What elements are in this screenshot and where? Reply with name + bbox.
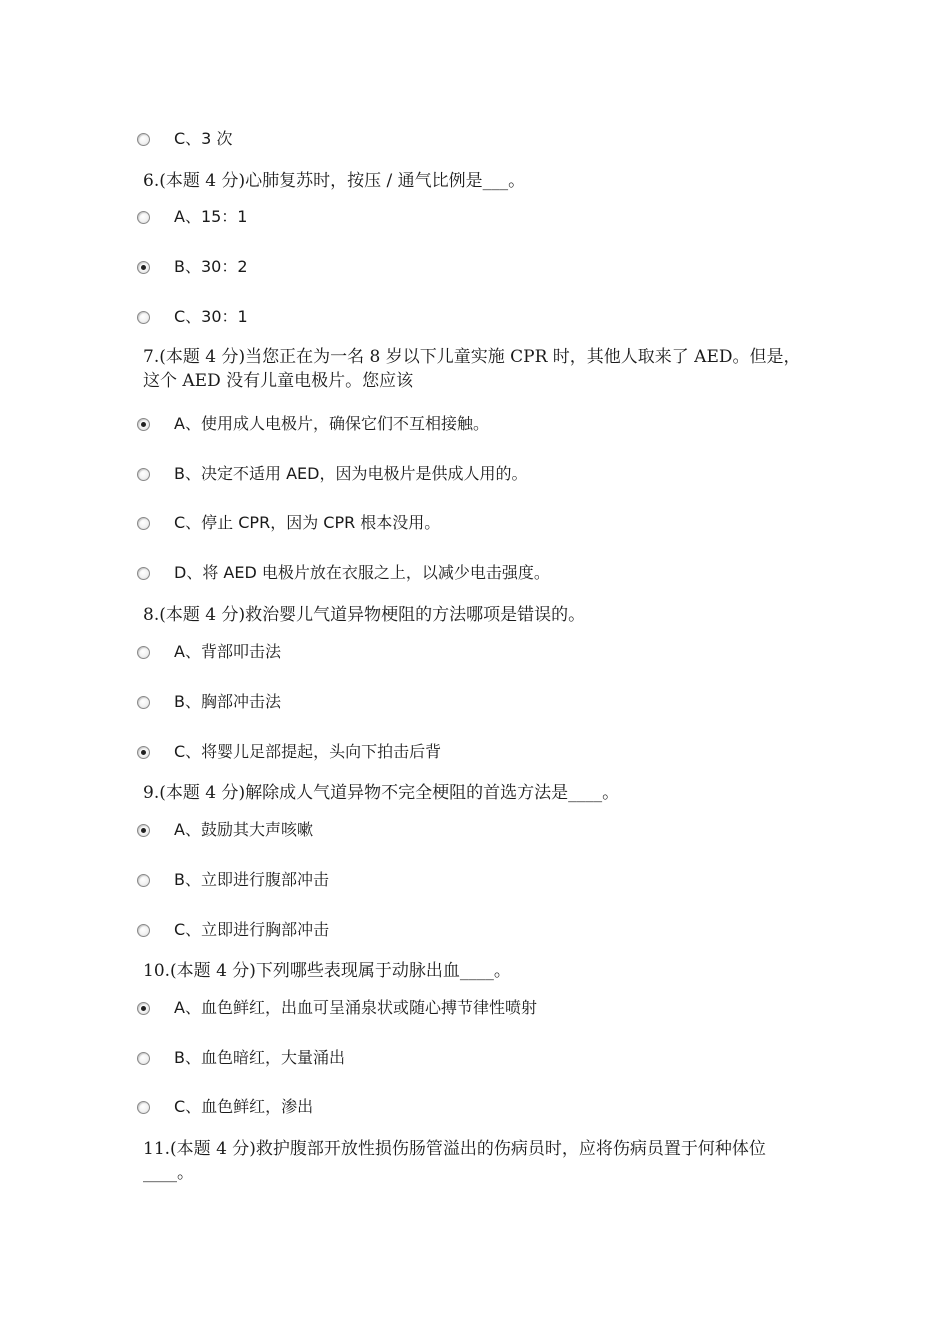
option-label: A、背部叩击法 xyxy=(174,642,281,661)
radio-button-checked[interactable] xyxy=(137,418,150,431)
radio-button-unchecked[interactable] xyxy=(137,468,150,481)
option-label: B、30：2 xyxy=(174,257,248,276)
option-label: B、胸部冲击法 xyxy=(174,692,281,711)
radio-button-unchecked[interactable] xyxy=(137,646,150,659)
radio-button-checked[interactable] xyxy=(137,824,150,837)
option-label: C、停止 CPR，因为 CPR 根本没用。 xyxy=(174,513,441,532)
option-label: C、立即进行胸部冲击 xyxy=(174,920,330,939)
option-label: A、使用成人电极片，确保它们不互相接触。 xyxy=(174,414,489,433)
option-label: C、3 次 xyxy=(174,129,233,148)
option-label: A、血色鲜红，出血可呈涌泉状或随心搏节律性喷射 xyxy=(174,998,537,1017)
question-6-text: 6.(本题 4 分)心肺复苏时，按压 / 通气比例是___。 xyxy=(143,171,526,191)
question-10-text: 10.(本题 4 分)下列哪些表现属于动脉出血____。 xyxy=(143,961,511,981)
option-label: C、血色鲜红，渗出 xyxy=(174,1097,314,1116)
option-label: A、15：1 xyxy=(174,207,248,226)
radio-button-unchecked[interactable] xyxy=(137,696,150,709)
option-label: D、将 AED 电极片放在衣服之上，以减少电击强度。 xyxy=(174,563,550,582)
radio-button-unchecked[interactable] xyxy=(137,567,150,580)
option-label: B、决定不适用 AED，因为电极片是供成人用的。 xyxy=(174,464,528,483)
question-11-text: 11.(本题 4 分)救护腹部开放性损伤肠管溢出的伤病员时，应将伤病员置于何种体位 ____。 xyxy=(143,1139,772,1183)
radio-button-checked[interactable] xyxy=(137,261,150,274)
radio-button-unchecked[interactable] xyxy=(137,517,150,530)
question-8-text: 8.(本题 4 分)救治婴儿气道异物梗阻的方法哪项是错误的。 xyxy=(143,605,586,625)
question-7-text: 7.(本题 4 分)当您正在为一名 8 岁以下儿童实施 CPR 时，其他人取来了 AED。但是，这个 AED 没有儿童电极片。您应该 xyxy=(143,347,801,391)
option-label: C、30：1 xyxy=(174,307,248,326)
question-9-text: 9.(本题 4 分)解除成人气道异物不完全梗阻的首选方法是____。 xyxy=(143,783,620,803)
option-label: B、血色暗红，大量涌出 xyxy=(174,1048,345,1067)
option-label: A、鼓励其大声咳嗽 xyxy=(174,820,313,839)
radio-button-checked[interactable] xyxy=(137,746,150,759)
radio-button-unchecked[interactable] xyxy=(137,1101,150,1114)
radio-button-unchecked[interactable] xyxy=(137,211,150,224)
radio-button-unchecked[interactable] xyxy=(137,874,150,887)
radio-button-unchecked[interactable] xyxy=(137,924,150,937)
radio-button-unchecked[interactable] xyxy=(137,133,150,146)
radio-button-unchecked[interactable] xyxy=(137,1052,150,1065)
radio-button-unchecked[interactable] xyxy=(137,311,150,324)
radio-button-checked[interactable] xyxy=(137,1002,150,1015)
option-label: B、立即进行腹部冲击 xyxy=(174,870,329,889)
option-label: C、将婴儿足部提起，头向下拍击后背 xyxy=(174,742,442,761)
